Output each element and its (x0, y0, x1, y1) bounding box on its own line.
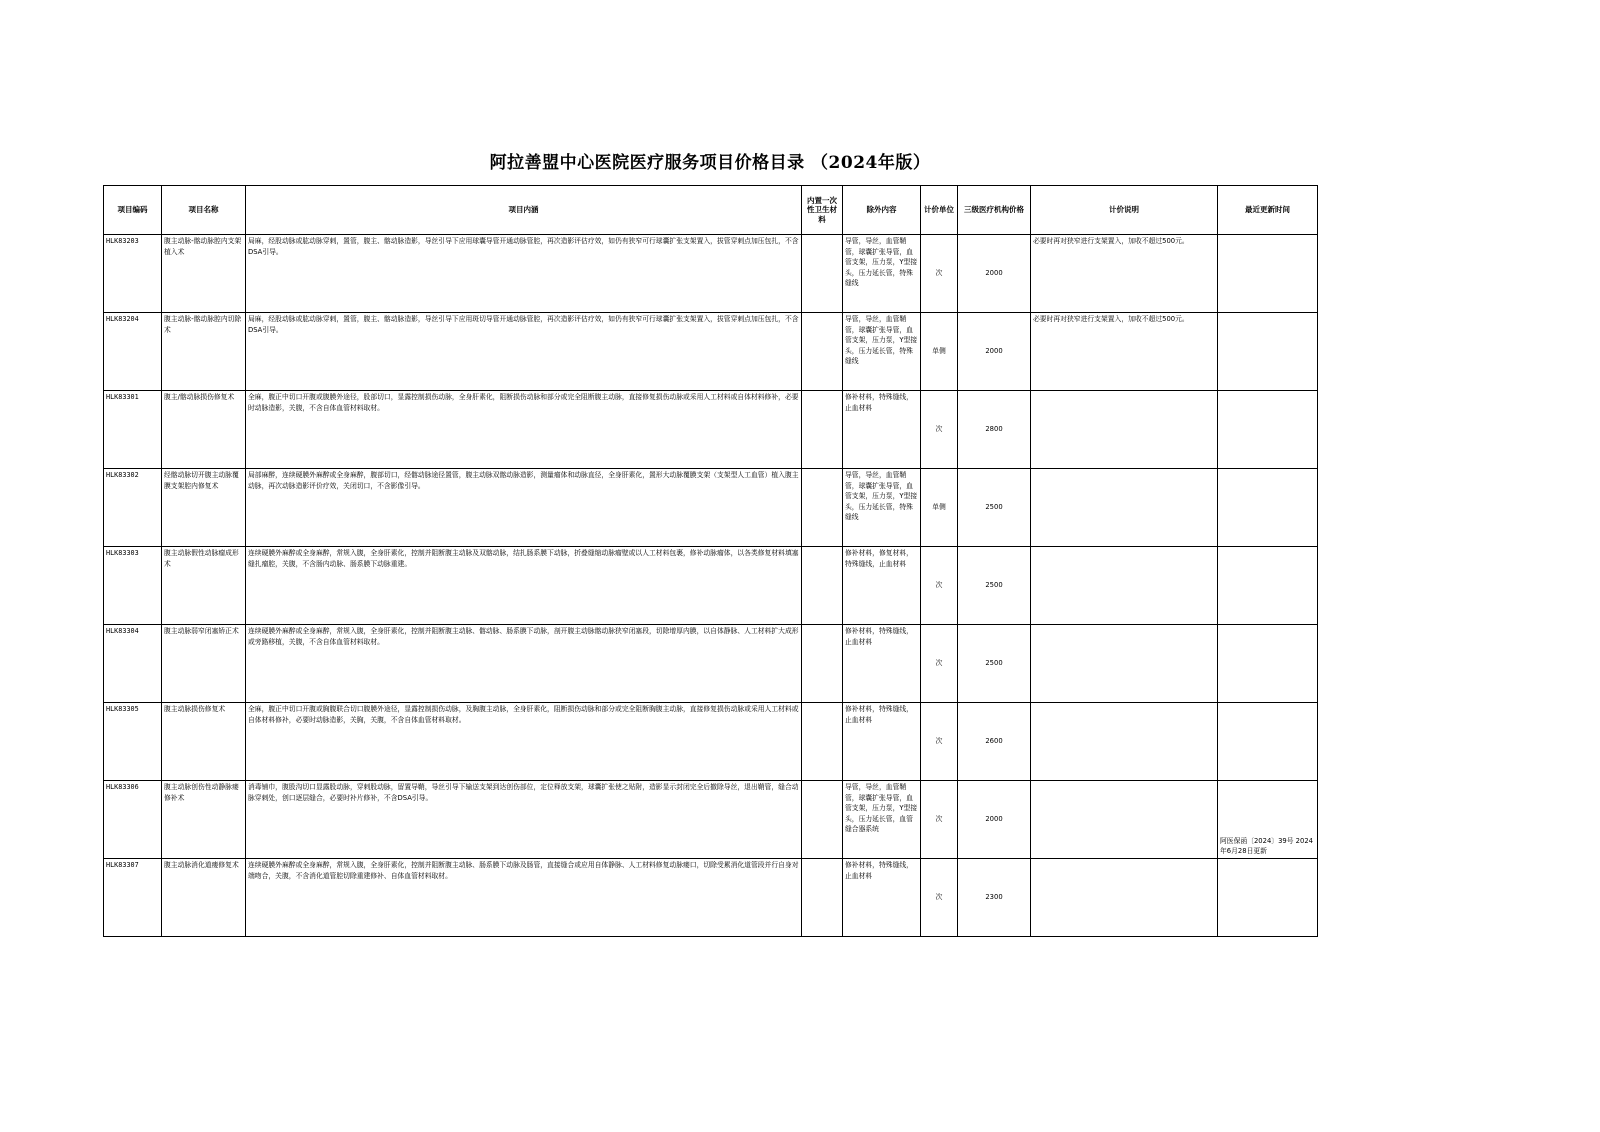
cell-name: 腹主/髂动脉损伤修复术 (162, 391, 246, 469)
table-row (104, 625, 1318, 703)
header-except: 除外内容 (843, 186, 921, 235)
table-row (104, 469, 1318, 547)
cell-disposable (802, 625, 843, 703)
cell-code: HLK83304 (104, 625, 162, 703)
cell-except: 修补材料，特殊缝线，止血材料 (843, 703, 921, 781)
table-row (104, 235, 1318, 313)
cell-price: 2500 (958, 469, 1031, 547)
cell-content: 局麻，经股动脉或肱动脉穿刺，置管，腹主、髂动脉造影，导丝引导下应用斑切导管开通动脉管腔，再次造影评估疗效，如仍有狭窄可行球囊扩张支架置入，拔管穿刺点加压包扎，不含DSA引导。 (246, 313, 802, 391)
header-disposable: 内置一次性卫生材料 (802, 186, 843, 235)
cell-updated (1218, 391, 1318, 469)
cell-price: 2000 (958, 235, 1031, 313)
cell-content: 局部麻醉，连续硬膜外麻醉或全身麻醉，腹部切口，经髂动脉途径置管，腹主动脉双髂动脉造影，测量瘤体和动脉直径，全身肝素化，置形大动脉覆膜支架（支架型人工血管）植入腹主动脉，再次动脉造影评价疗效，关闭切口，不含影像引导。 (246, 469, 802, 547)
cell-name: 经髂动脉切开腹主动脉覆膜支架腔内修复术 (162, 469, 246, 547)
cell-note: 必要时再对狭窄进行支架置入，加收不超过500元。 (1031, 313, 1218, 391)
cell-content: 消毒铺巾，腹股沟切口显露股动脉，穿刺股动脉，留置导鞘，导丝引导下输送支架到达创伤部位，定位释放支架，球囊扩张使之贴附，造影显示封闭完全后撤除导丝，退出鞘管，缝合动脉穿刺处，创口逐层缝合，必要时补片修补，不含DSA引导。 (246, 781, 802, 859)
cell-name: 腹主动脉-髂动脉腔内切除术 (162, 313, 246, 391)
cell-updated (1218, 547, 1318, 625)
table-row (104, 313, 1318, 391)
cell-content: 连续硬膜外麻醉或全身麻醉，常规入腹，全身肝素化，控制并阻断腹主动脉、髂动脉、肠系膜下动脉，剖开腹主动脉髂动脉狭窄闭塞段，切除增厚内膜，以自体静脉、人工材料扩大成形或旁路移植，关腹，不含自体血管材料取材。 (246, 625, 802, 703)
header-note: 计价说明 (1031, 186, 1218, 235)
table-row (104, 547, 1318, 625)
header-name: 项目名称 (162, 186, 246, 235)
cell-content: 局麻，经股动脉或肱动脉穿刺，置管，腹主、髂动脉造影，导丝引导下应用球囊导管开通动脉管腔，再次造影评估疗效，如仍有狭窄可行球囊扩张支架置入，拔管穿刺点加压包扎，不含DSA引导。 (246, 235, 802, 313)
cell-code: HLK83305 (104, 703, 162, 781)
cell-unit: 单侧 (921, 469, 958, 547)
cell-code: HLK83204 (104, 313, 162, 391)
header-content: 项目内涵 (246, 186, 802, 235)
cell-unit: 次 (921, 625, 958, 703)
cell-updated (1218, 625, 1318, 703)
cell-code: HLK83303 (104, 547, 162, 625)
header-code: 项目编码 (104, 186, 162, 235)
cell-unit: 单侧 (921, 313, 958, 391)
cell-except: 导管，导丝，血管鞘管，球囊扩张导管，血管支架，压力泵，Y型接头，压力延长管，特殊缝线 (843, 469, 921, 547)
cell-price: 2300 (958, 859, 1031, 937)
cell-except: 修补材料，特殊缝线，止血材料 (843, 625, 921, 703)
cell-except: 修补材料，特殊缝线，止血材料 (843, 391, 921, 469)
cell-code: HLK83301 (104, 391, 162, 469)
cell-disposable (802, 703, 843, 781)
cell-unit: 次 (921, 547, 958, 625)
cell-updated (1218, 313, 1318, 391)
cell-name: 腹主动脉消化道瘘修复术 (162, 859, 246, 937)
cell-except: 修补材料，修复材料，特殊缝线，止血材料 (843, 547, 921, 625)
cell-disposable (802, 781, 843, 859)
cell-price: 2800 (958, 391, 1031, 469)
cell-code: HLK83306 (104, 781, 162, 859)
page-title: 阿拉善盟中心医院医疗服务项目价格目录 （2024年版） (489, 153, 931, 173)
cell-note: 必要时再对狭窄进行支架置入，加收不超过500元。 (1031, 235, 1218, 313)
cell-name: 腹主动脉创伤性动静脉瘘修补术 (162, 781, 246, 859)
cell-price: 2500 (958, 625, 1031, 703)
cell-updated (1218, 703, 1318, 781)
table-row (104, 859, 1318, 937)
cell-name: 腹主动脉弱窄闭塞矫正术 (162, 625, 246, 703)
cell-name: 腹主动脉损伤修复术 (162, 703, 246, 781)
cell-except: 导管，导丝，血管鞘管，球囊扩张导管，血管支架，压力泵，Y型接头，压力延长管，特殊缝线 (843, 313, 921, 391)
cell-content: 全麻，腹正中切口开腹或腹膜外途径，股部切口，显露控制损伤动脉，全身肝素化，阻断损伤动脉和部分或完全阻断腹主动脉，直接修复损伤动脉或采用人工材料或自体材料修补，必要时动脉造影，关腹，不含自体血管材料取材。 (246, 391, 802, 469)
cell-note (1031, 469, 1218, 547)
cell-code: HLK83307 (104, 859, 162, 937)
cell-code: HLK83302 (104, 469, 162, 547)
cell-except: 导管，导丝，血管鞘管，球囊扩张导管，血管支架，压力泵，Y型接头，压力延长管，血管缝合器系统 (843, 781, 921, 859)
cell-updated: 阿医保函〔2024〕39号 2024年6月28日更新 (1218, 781, 1318, 859)
cell-unit: 次 (921, 703, 958, 781)
cell-updated (1218, 859, 1318, 937)
cell-price: 2500 (958, 547, 1031, 625)
cell-disposable (802, 859, 843, 937)
cell-content: 连续硬膜外麻醉或全身麻醉，常规入腹，全身肝素化，控制并阻断腹主动脉、肠系膜下动脉及肠管，直接缝合或应用自体静脉、人工材料修复动脉瘘口，切除受累消化道管段并行自身对端吻合，关腹，不含消化道管腔切除重建修补、自体血管材料取材。 (246, 859, 802, 937)
cell-except: 导管，导丝，血管鞘管，球囊扩张导管，血管支架，压力泵，Y型接头，压力延长管，特殊缝线 (843, 235, 921, 313)
cell-unit: 次 (921, 859, 958, 937)
cell-unit: 次 (921, 781, 958, 859)
header-updated: 最近更新时间 (1218, 186, 1318, 235)
cell-price: 2600 (958, 703, 1031, 781)
table-row (104, 703, 1318, 781)
cell-note (1031, 547, 1218, 625)
cell-content: 全麻，腹正中切口开腹或胸腹联合切口腹膜外途径，显露控制损伤动脉，及胸腹主动脉，全身肝素化，阻断损伤动脉和部分或完全阻断胸腹主动脉，直接修复损伤动脉或采用人工材料或自体材料修补，必要时动脉造影，关胸，关腹，不含自体血管材料取材。 (246, 703, 802, 781)
cell-note (1031, 781, 1218, 859)
cell-name: 腹主动脉假性动脉瘤成形术 (162, 547, 246, 625)
cell-except: 修补材料，特殊缝线，止血材料 (843, 859, 921, 937)
cell-updated (1218, 469, 1318, 547)
cell-name: 腹主动脉-髂动脉腔内支架植入术 (162, 235, 246, 313)
cell-unit: 次 (921, 235, 958, 313)
header-unit: 计价单位 (921, 186, 958, 235)
cell-updated (1218, 235, 1318, 313)
table-row (104, 781, 1318, 859)
cell-content: 连续硬膜外麻醉或全身麻醉，常规入腹，全身肝素化，控制并阻断腹主动脉及双髂动脉，结扎肠系膜下动脉，折叠缝缩动脉瘤壁或以人工材料包裹，修补动脉瘤体，以各类修复材料填塞缝扎瘤腔，关腹，不含肠内动脉、肠系膜下动脉重建。 (246, 547, 802, 625)
cell-note (1031, 625, 1218, 703)
cell-price: 2000 (958, 313, 1031, 391)
cell-disposable (802, 313, 843, 391)
cell-code: HLK83203 (104, 235, 162, 313)
cell-note (1031, 703, 1218, 781)
cell-disposable (802, 235, 843, 313)
cell-disposable (802, 547, 843, 625)
header-price: 三级医疗机构价格 (958, 186, 1031, 235)
price-table (103, 185, 1318, 937)
cell-disposable (802, 469, 843, 547)
cell-unit: 次 (921, 391, 958, 469)
cell-disposable (802, 391, 843, 469)
cell-price: 2000 (958, 781, 1031, 859)
cell-note (1031, 859, 1218, 937)
cell-note (1031, 391, 1218, 469)
header-row (104, 186, 1318, 235)
table-row (104, 391, 1318, 469)
